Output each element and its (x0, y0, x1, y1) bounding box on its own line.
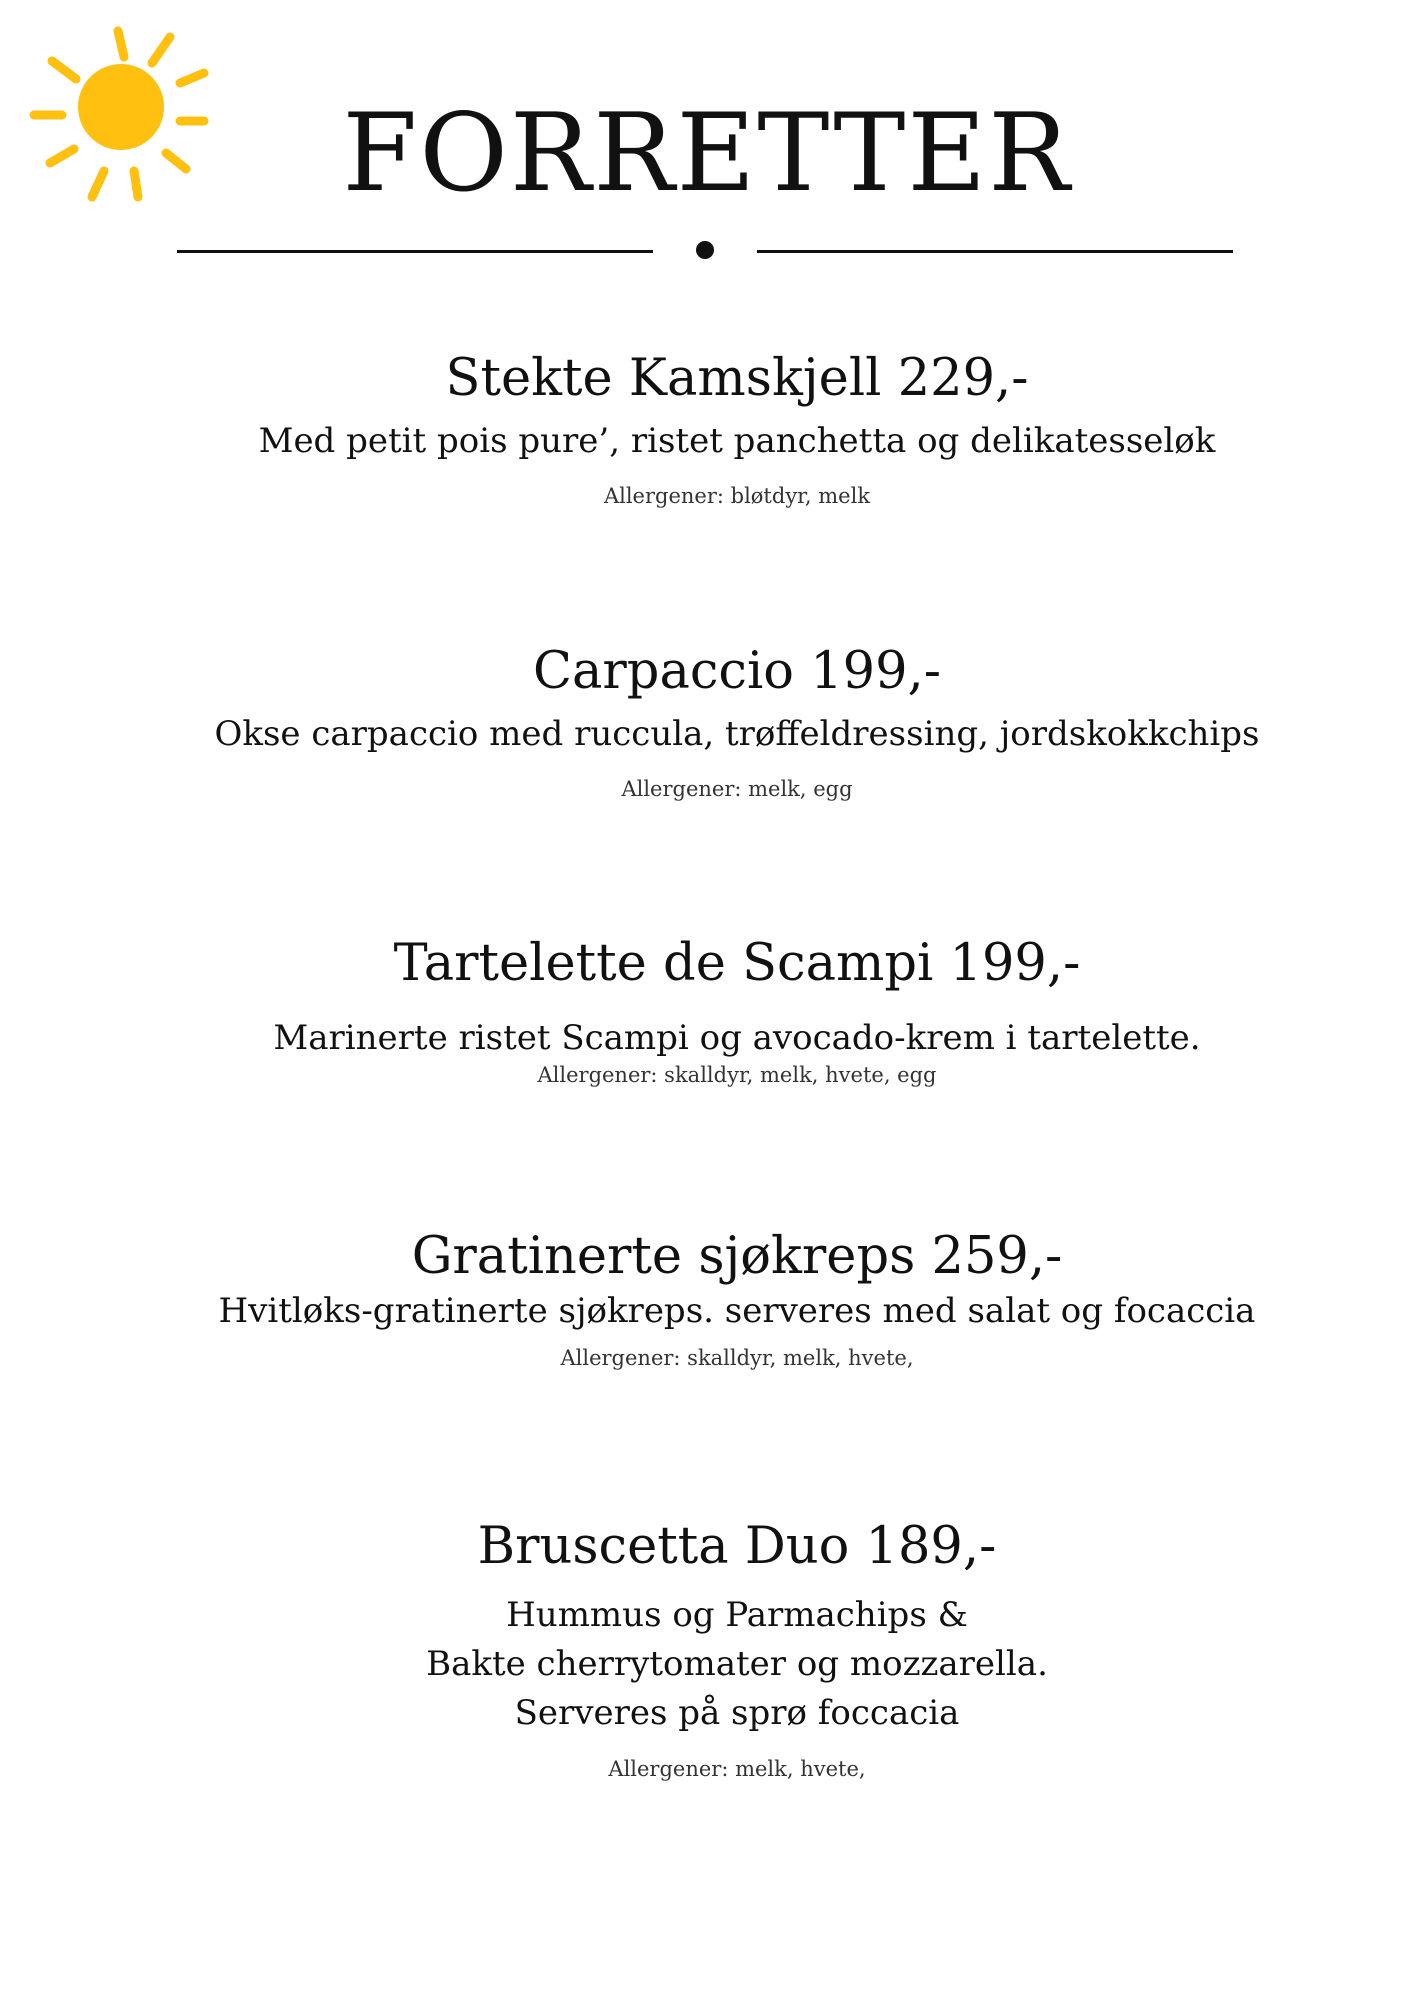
menu-item-allergens: Allergener: skalldyr, melk, hvete, egg (537, 1062, 937, 1087)
menu-item (0, 935, 1414, 1088)
menu-item-allergens: Allergener: skalldyr, melk, hvete, (560, 1345, 914, 1370)
menu-item-allergens: Allergener: melk, hvete, (608, 1756, 866, 1781)
menu-item (0, 643, 1414, 802)
menu-item-description-line: Hummus og Parmachips & (506, 1594, 968, 1635)
menu-item-name: Gratinerte sjøkreps 259,- (411, 1227, 1063, 1286)
menu-item-description: Med petit pois pure’, ristet panchetta og delikatesseløk (258, 420, 1216, 461)
divider-dot (696, 241, 714, 259)
menu-item-allergens: Allergener: bløtdyr, melk (603, 483, 871, 508)
menu-item (0, 1518, 1414, 1782)
divider-line-left (177, 250, 653, 253)
menu-item-description-line: Serveres på sprø foccacia (514, 1693, 960, 1734)
menu-item-description-line: Bakte cherrytomater og mozzarella. (426, 1643, 1048, 1684)
divider-line-right (757, 250, 1233, 253)
menu-item-description: Okse carpaccio med ruccula, trøffeldressing, jordskokkchips (214, 713, 1260, 754)
menu-item-allergens: Allergener: melk, egg (621, 776, 853, 801)
menu-item (0, 1228, 1414, 1371)
menu-item-name: Tartelette de Scampi 199,- (393, 934, 1081, 993)
menu-item-name: Bruscetta Duo 189,- (477, 1517, 997, 1576)
menu-item (0, 350, 1414, 509)
menu-item-description: Marinerte ristet Scampi og avocado-krem i tartelette. (273, 1017, 1201, 1058)
page-title: FORRETTER (342, 91, 1072, 216)
menu-item-description: Hvitløks-gratinerte sjøkreps. serveres med salat og focaccia (218, 1290, 1256, 1331)
menu-item-name: Stekte Kamskjell 229,- (445, 349, 1029, 408)
menu-item-name: Carpaccio 199,- (533, 642, 941, 701)
